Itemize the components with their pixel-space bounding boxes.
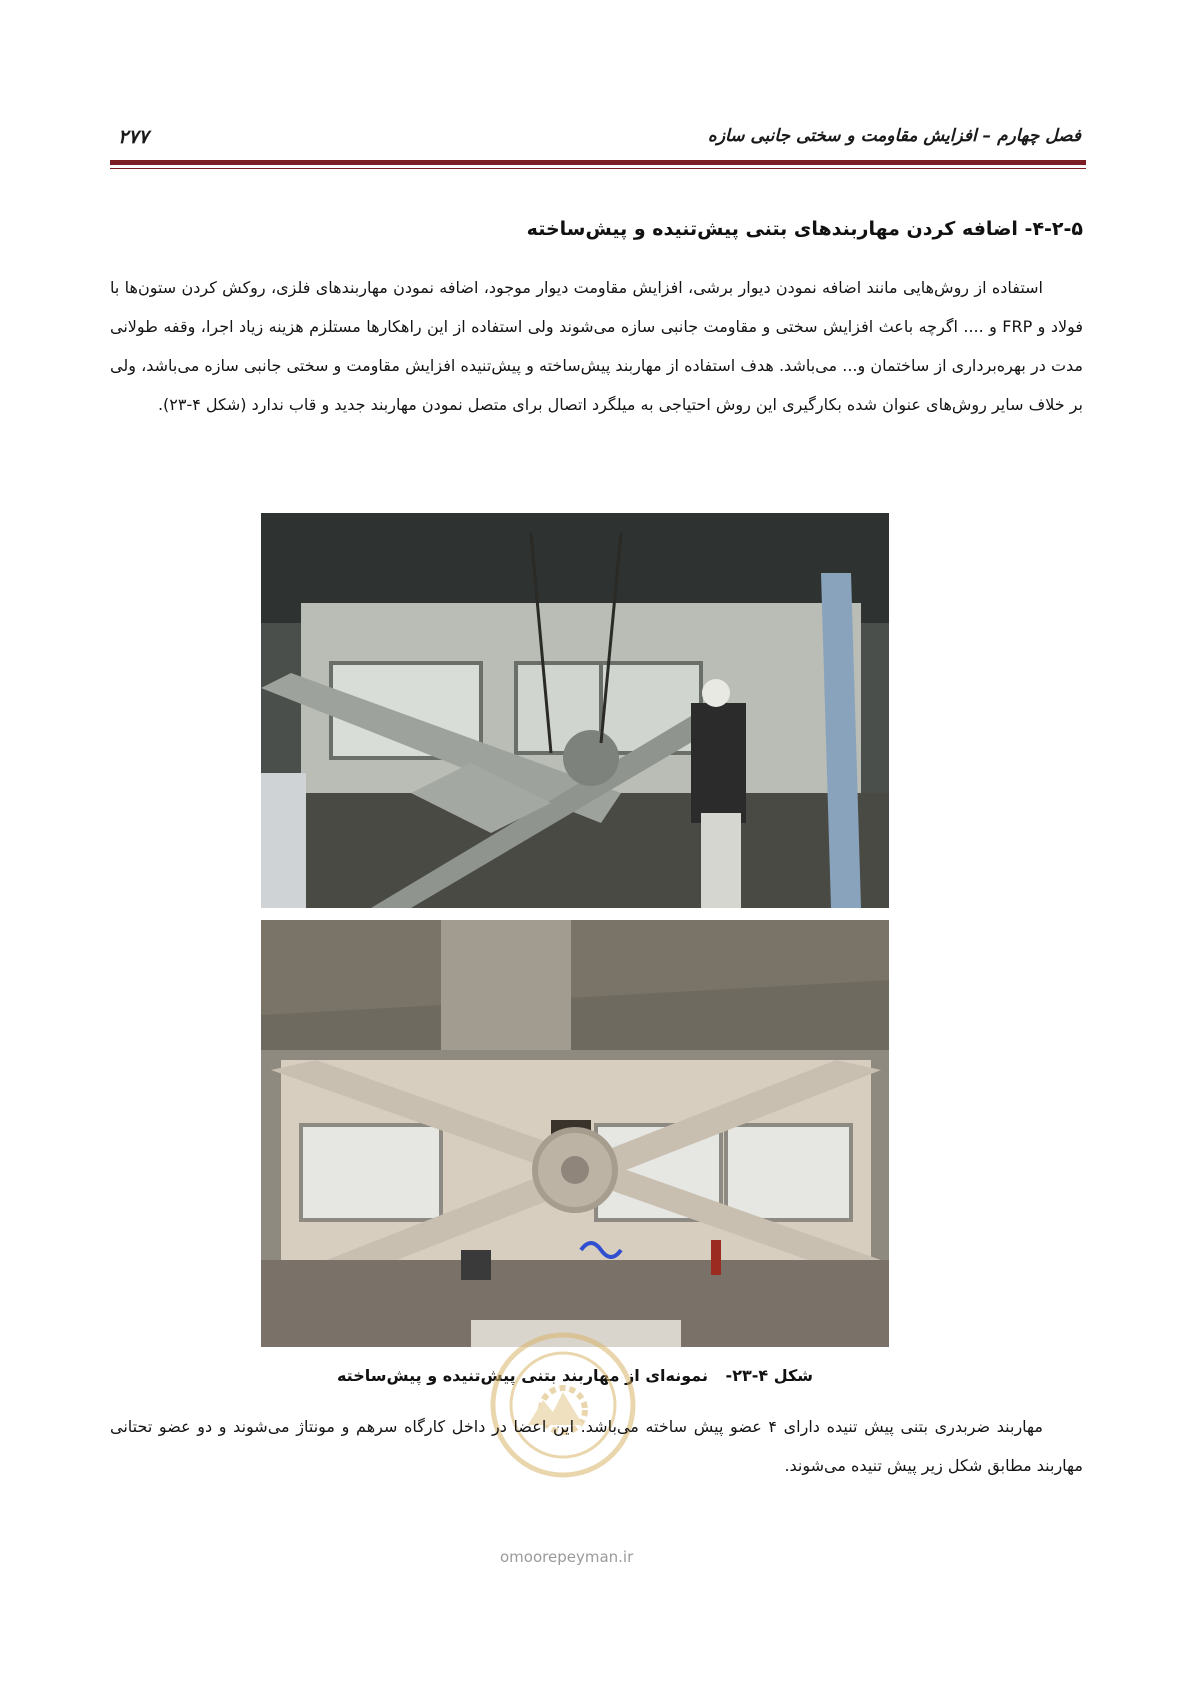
header-rule	[110, 160, 1086, 165]
section-heading: ۴-۲-۵- اضافه کردن مهاربندهای بتنی پیش‌تنیده و پیش‌ساخته	[526, 218, 1083, 240]
body-paragraph-2: مهاربند ضربدری بتنی پیش تنیده دارای ۴ عضو پیش ساخته می‌باشد. این اعضا در داخل کارگاه سرهم و مونتاژ می‌شوند و دو عضو تحتانی مهاربند مطابق شکل زیر پیش تنیده می‌شوند.	[110, 1417, 1083, 1475]
watermark-site: omoorepeyman.ir	[500, 1548, 634, 1566]
page-header-title: فصل چهارم – افزایش مقاومت و سختی جانبی سازه	[707, 126, 1081, 146]
figure-photo-installation	[261, 513, 889, 908]
body-paragraph: استفاده از روش‌هایی مانند اضافه نمودن دیوار برشی، افزایش مقاومت دیوار موجود، اضافه نمودن مهاربندهای فلزی، روکش کردن ستون‌ها با فولاد و FRP و .... اگرچه باعث افزایش سختی و مقاومت جانبی سازه می‌شوند ولی استفاده از این راهکارها مستلزم هزینه زیاد اجرا، وقفه طولانی مدت در بهره‌برداری از ساختمان و... می‌باشد. هدف استفاده از مهاربند پیش‌ساخته و پیش‌تنیده افزایش مقاومت و سختی جانبی سازه می‌باشد، ولی بر خلاف سایر روش‌های عنوان شده بکارگیری این روش احتیاجی به میلگرد اتصال برای متصل نمودن مهاربند جدید و قاب ندارد (شکل ۴-۲۳).	[110, 278, 1083, 414]
figure-caption-text: نمونه‌ای از مهاربند بتنی پیش‌تنیده و پیش‌ساخته	[336, 1366, 708, 1385]
figure-caption-number: شکل ۴-۲۳-	[725, 1366, 814, 1385]
header-rule-thin	[110, 168, 1086, 169]
page-number: ۲۷۷	[118, 126, 149, 148]
figure-photo-completed-brace	[261, 920, 889, 1347]
